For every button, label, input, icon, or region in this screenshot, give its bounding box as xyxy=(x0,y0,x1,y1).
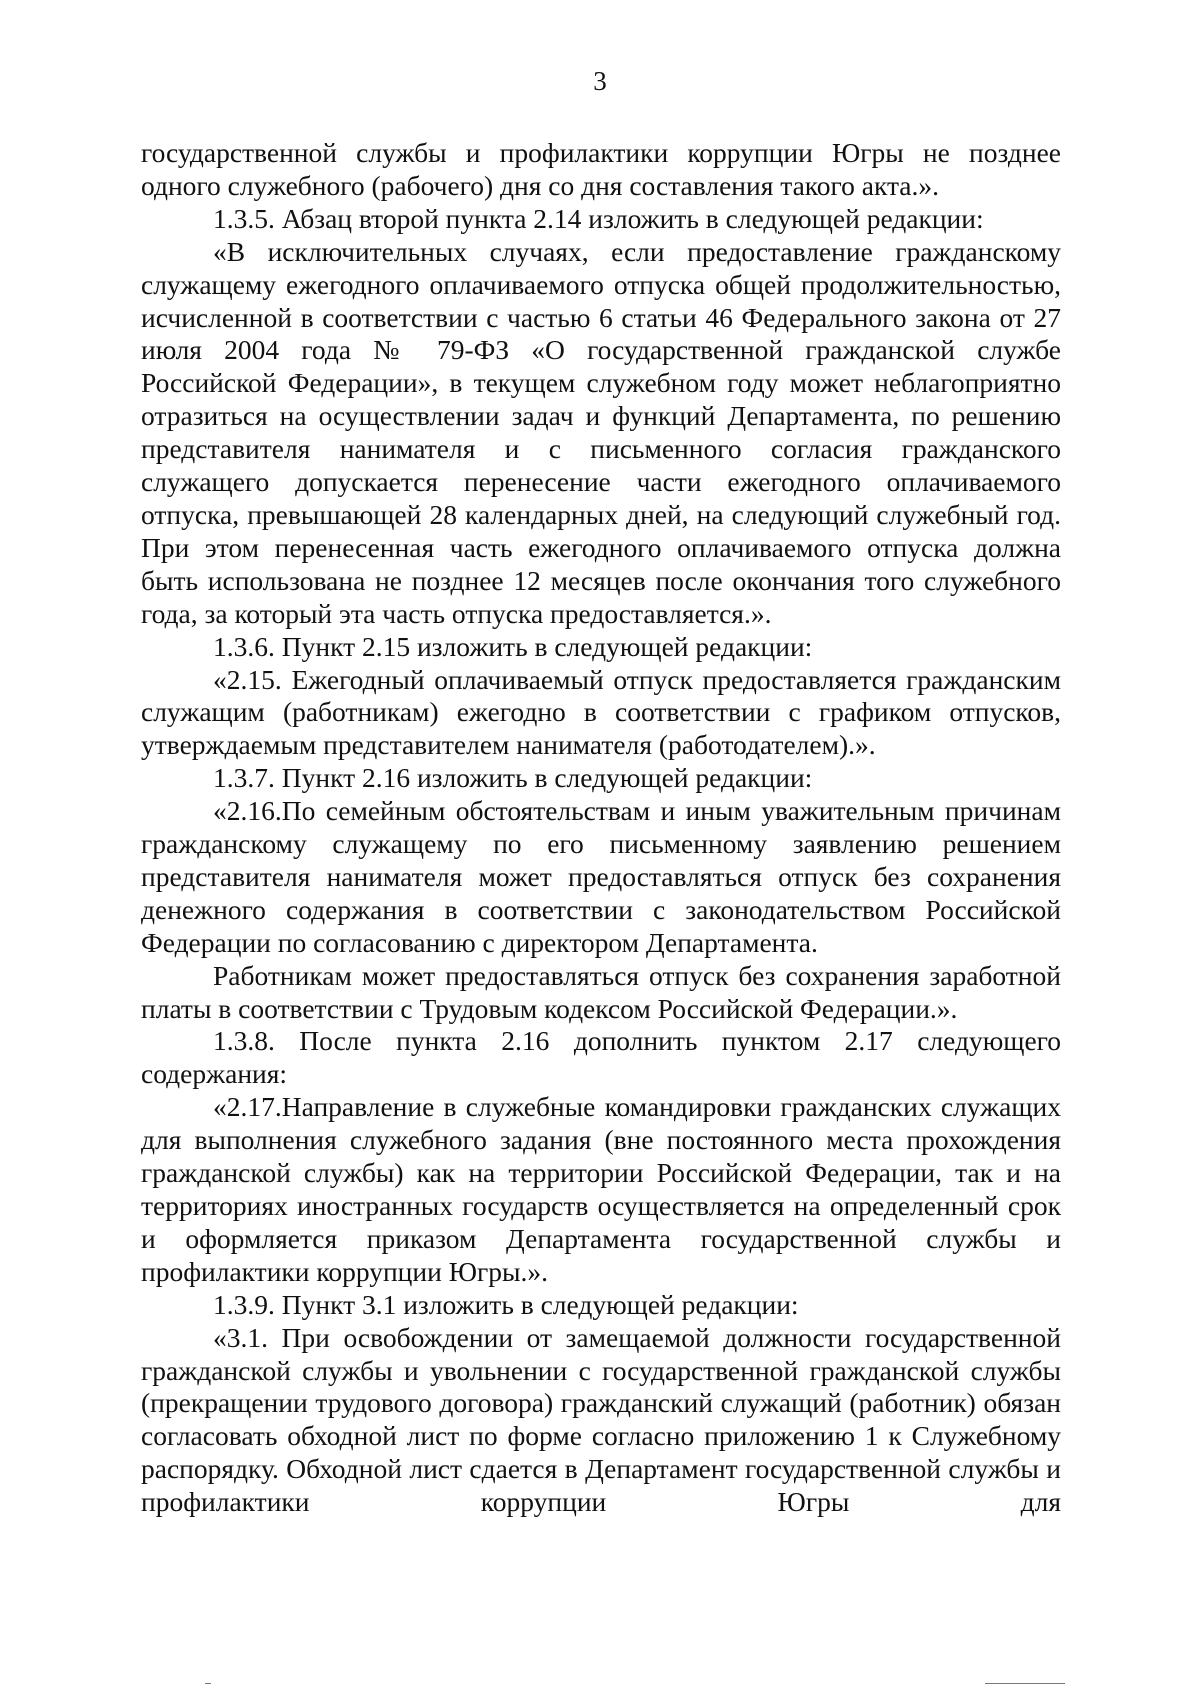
paragraph: 1.3.7. Пункт 2.16 изложить в следующей редакции: xyxy=(213,762,813,794)
paragraph: «3.1. При освобождении от замещаемой должности государственной гражданской службы и увольнении с государственной гражданской службы (прекращении трудового договора) гражданский служащий (работник) обязан согласовать обходной лист по форме согласно приложению 1 к Служебному распорядку. Обходной лист сдается в Департамент государственной службы и профилактики коррупции Югры для xyxy=(141,1321,1061,1518)
paragraph: 1.3.5. Абзац второй пункта 2.14 изложить в следующей редакции: xyxy=(213,202,984,234)
paragraph: «В исключительных случаях, если предоставление гражданскому служащему ежегодного оплачиваемого отпуска общей продолжительностью, исчисленной в соответствии с частью 6 статьи 46 Федерального закона от 27 июля 2004 года № 79-ФЗ «О государственной гражданской службе Российской Федерации», в текущем служебном году может неблагоприятно отразиться на осуществлении задач и функций Департамента, по решению представителя нанимателя и с письменного согласия гражданского служащего допускается перенесение части ежегодного оплачиваемого отпуска, превышающей 28 календарных дней, на следующий служебный год. При этом перенесенная часть ежегодного оплачиваемого отпуска должна быть использована не позднее 12 месяцев после окончания того служебного года, за который эта часть отпуска предоставляется.». xyxy=(141,235,1061,629)
scan-mark xyxy=(985,1683,1065,1684)
scan-mark xyxy=(205,1683,211,1684)
paragraph: «2.16.По семейным обстоятельствам и иным уважительным причинам гражданскому служащему по его письменному заявлению решением представителя нанимателя может предоставляться отпуск без сохранения денежного содержания в соответствии с законодательством Российской Федерации по согласованию с директором Департамента. xyxy=(141,795,1061,958)
paragraph: «2.17.Направление в служебные командировки гражданских служащих для выполнения служебного задания (вне постоянного места прохождения гражданской службы) как на территории Российской Федерации, так и на территориях иностранных государств осуществляется на определенный срок и оформляется приказом Департамента государственной службы и профилактики коррупции Югры.». xyxy=(141,1091,1061,1287)
paragraph: 1.3.6. Пункт 2.15 изложить в следующей редакции: xyxy=(213,630,813,662)
paragraph: 1.3.8. После пункта 2.16 дополнить пунктом 2.17 следующего содержания: xyxy=(141,1025,1061,1090)
page-number: 3 xyxy=(593,66,607,96)
paragraph: 1.3.9. Пункт 3.1 изложить в следующей редакции: xyxy=(213,1288,799,1320)
paragraph: «2.15. Ежегодный оплачиваемый отпуск предоставляется гражданским служащим (работникам) ежегодно в соответствии с графиком отпусков, утверждаемым представителем нанимателя (работодателем).». xyxy=(141,663,1061,761)
paragraph: Работникам может предоставляться отпуск без сохранения заработной платы в соответствии с Трудовым кодексом Российской Федерации.». xyxy=(141,959,1061,1024)
document-body xyxy=(141,137,1061,1519)
paragraph: государственной службы и профилактики коррупции Югры не позднее одного служебного (рабочего) дня со дня составления такого акта.». xyxy=(141,137,1061,201)
